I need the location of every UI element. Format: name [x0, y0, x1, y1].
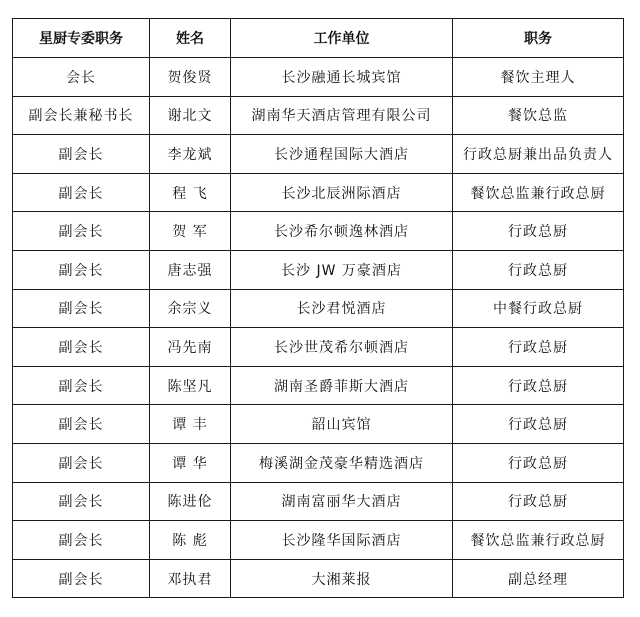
workplace-cell: 大湘莱报	[231, 559, 453, 598]
name-cell: 谭 华	[150, 443, 231, 482]
name-cell: 冯先南	[150, 328, 231, 367]
header-committee-position: 星厨专委职务	[13, 19, 150, 58]
job-title-cell: 餐饮总监兼行政总厨	[453, 173, 624, 212]
job-title-cell: 行政总厨	[453, 250, 624, 289]
table-row	[13, 96, 624, 135]
table-row	[13, 135, 624, 174]
workplace-cell: 湖南圣爵菲斯大酒店	[231, 366, 453, 405]
committee-position-cell: 副会长	[13, 173, 150, 212]
table-row	[13, 173, 624, 212]
name-cell: 陈进伦	[150, 482, 231, 521]
job-title-cell: 餐饮主理人	[453, 58, 624, 97]
table-row	[13, 482, 624, 521]
job-title-cell: 中餐行政总厨	[453, 289, 624, 328]
workplace-cell: 长沙融通长城宾馆	[231, 58, 453, 97]
table-row	[13, 443, 624, 482]
roster-table	[12, 18, 624, 598]
workplace-cell: 长沙北辰洲际酒店	[231, 173, 453, 212]
job-title-cell: 行政总厨	[453, 443, 624, 482]
job-title-cell: 行政总厨	[453, 212, 624, 251]
committee-position-cell: 副会长	[13, 521, 150, 560]
name-cell: 余宗义	[150, 289, 231, 328]
name-cell: 贺俊贤	[150, 58, 231, 97]
header-workplace: 工作单位	[231, 19, 453, 58]
table-row	[13, 559, 624, 598]
committee-position-cell: 副会长	[13, 289, 150, 328]
committee-position-cell: 副会长	[13, 328, 150, 367]
committee-position-cell: 副会长兼秘书长	[13, 96, 150, 135]
job-title-cell: 行政总厨	[453, 482, 624, 521]
job-title-cell: 行政总厨	[453, 328, 624, 367]
workplace-cell: 长沙隆华国际酒店	[231, 521, 453, 560]
name-cell: 谢北文	[150, 96, 231, 135]
table-row	[13, 250, 624, 289]
workplace-cell: 梅溪湖金茂豪华精选酒店	[231, 443, 453, 482]
name-cell: 陈坚凡	[150, 366, 231, 405]
job-title-cell: 行政总厨	[453, 405, 624, 444]
job-title-cell: 餐饮总监	[453, 96, 624, 135]
committee-position-cell: 副会长	[13, 366, 150, 405]
job-title-cell: 行政总厨兼出品负责人	[453, 135, 624, 174]
table-row	[13, 212, 624, 251]
committee-position-cell: 副会长	[13, 135, 150, 174]
table-header-row	[13, 19, 624, 58]
workplace-cell: 长沙世茂希尔顿酒店	[231, 328, 453, 367]
workplace-cell: 长沙君悦酒店	[231, 289, 453, 328]
header-job-title: 职务	[453, 19, 624, 58]
committee-position-cell: 副会长	[13, 250, 150, 289]
workplace-cell: 长沙 JW 万豪酒店	[231, 250, 453, 289]
table-row	[13, 58, 624, 97]
workplace-cell: 湖南华天酒店管理有限公司	[231, 96, 453, 135]
name-cell: 谭 丰	[150, 405, 231, 444]
name-cell: 李龙斌	[150, 135, 231, 174]
committee-position-cell: 会长	[13, 58, 150, 97]
workplace-cell: 长沙通程国际大酒店	[231, 135, 453, 174]
name-cell: 陈 彪	[150, 521, 231, 560]
committee-position-cell: 副会长	[13, 482, 150, 521]
name-cell: 程 飞	[150, 173, 231, 212]
roster-body	[13, 58, 624, 598]
job-title-cell: 餐饮总监兼行政总厨	[453, 521, 624, 560]
name-cell: 唐志强	[150, 250, 231, 289]
table-row	[13, 405, 624, 444]
name-cell: 邓执君	[150, 559, 231, 598]
workplace-cell: 韶山宾馆	[231, 405, 453, 444]
committee-position-cell: 副会长	[13, 212, 150, 251]
committee-position-cell: 副会长	[13, 559, 150, 598]
workplace-cell: 长沙希尔顿逸林酒店	[231, 212, 453, 251]
roster-sheet	[12, 18, 624, 598]
committee-position-cell: 副会长	[13, 443, 150, 482]
table-row	[13, 366, 624, 405]
job-title-cell: 行政总厨	[453, 366, 624, 405]
name-cell: 贺 军	[150, 212, 231, 251]
committee-position-cell: 副会长	[13, 405, 150, 444]
table-row	[13, 521, 624, 560]
table-row	[13, 289, 624, 328]
table-row	[13, 328, 624, 367]
job-title-cell: 副总经理	[453, 559, 624, 598]
workplace-cell: 湖南富丽华大酒店	[231, 482, 453, 521]
header-name: 姓名	[150, 19, 231, 58]
